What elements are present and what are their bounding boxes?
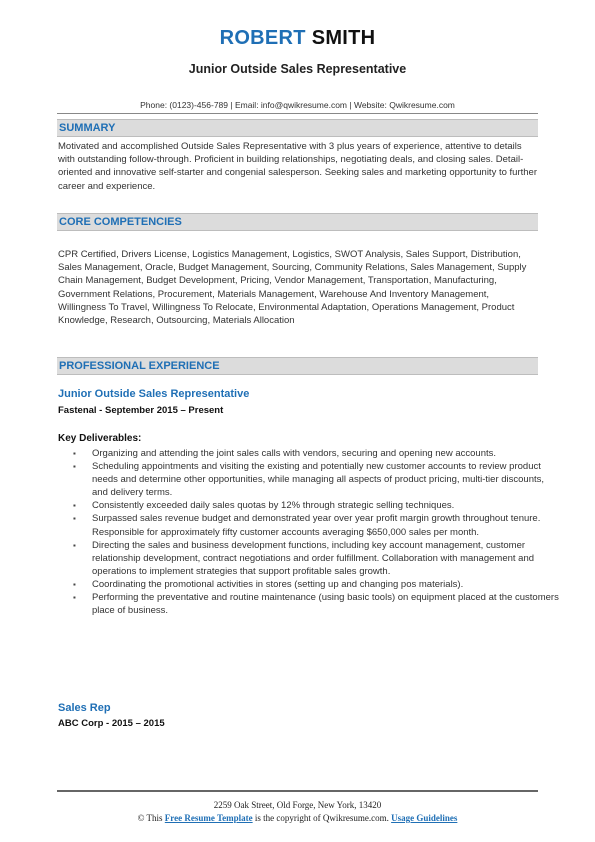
footer-copyright <box>0 813 595 823</box>
experience-section-header <box>57 357 538 375</box>
list-item: ▪ Consistently exceeded daily sales quotas by 12% through strategic selling techniques. <box>92 499 562 512</box>
free-resume-template-link[interactable]: Free Resume Template <box>164 813 253 823</box>
key-deliverables-heading: Key Deliverables: <box>58 433 142 444</box>
competencies-text: CPR Certified, Drivers License, Logistics Management, Logistics, SWOT Analysis, Sales Support, Distribution, Sales Management, Oracle, Budget Management, Sourcing, Community Relations, Sales Management, Supply Chain Management, Budget Development, Pricing, Vendor Management, Transportation, Manufacturing, Government Relations, Procurement, Materials Management, Warehouse And Inventory Management, Willingness To Travel, Willingness To Relocate, Environmental Adaptation, Operations Management, Product Knowledge, Research, Outsourcing, Materials Allocation <box>58 249 527 327</box>
candidate-name <box>0 27 595 50</box>
job-1-company: Fastenal - September 2015 – Present <box>58 405 224 416</box>
experience-heading: PROFESSIONAL EXPERIENCE <box>59 360 220 372</box>
job-1-bullets <box>58 447 562 617</box>
usage-guidelines-link[interactable]: Usage Guidelines <box>391 813 458 823</box>
list-item: ▪ Scheduling appointments and visiting the existing and potentially new customer accounts to review product needs and determine other opportunities, while managing all aspects of product pricing, multi-tier discounts, and delivery terms. <box>92 460 562 499</box>
summary-heading: SUMMARY <box>59 122 116 134</box>
contact-line: Phone: (0123)-456-789 | Email: info@qwikresume.com | Website: Qwikresume.com <box>140 100 455 110</box>
copyright-prefix: © This <box>137 813 163 823</box>
job-title: Junior Outside Sales Representative <box>188 62 407 76</box>
competencies-heading: CORE COMPETENCIES <box>59 216 182 228</box>
list-item: ▪ Organizing and attending the joint sales calls with vendors, securing and opening new accounts. <box>92 447 562 460</box>
summary-section-header <box>57 119 538 137</box>
first-name: ROBERT <box>219 27 306 49</box>
footer-address: 2259 Oak Street, Old Forge, New York, 13420 <box>213 800 382 810</box>
job-2-title: Sales Rep <box>58 702 111 714</box>
copyright-middle: is the copyright of Qwikresume.com. <box>254 813 389 823</box>
job-2-company: ABC Corp - 2015 – 2015 <box>58 718 165 729</box>
last-name: SMITH <box>311 27 376 49</box>
competencies-section-header <box>57 213 538 231</box>
list-item: ▪ Surpassed sales revenue budget and demonstrated year over year profit margin growth throughout tenure. Responsible for approximately fifty customer accounts averaging $650,000 sales per month. <box>92 512 562 538</box>
job-1-title: Junior Outside Sales Representative <box>58 388 250 400</box>
footer-divider <box>57 790 538 792</box>
list-item: ▪ Coordinating the promotional activities in stores (setting up and changing pos materials). <box>92 578 562 591</box>
header-divider <box>57 113 538 114</box>
list-item: ▪ Directing the sales and business development functions, including key account management, customer relationship development, contract negotiations and order fulfillment. Collaboration with management and operations to implement strategies that support profitable sales growth. <box>92 539 562 578</box>
summary-text: Motivated and accomplished Outside Sales Representative with 3 plus years of experience, attentive to details with outstanding follow-through. Proficient in building relationships, negotiating deals, and closing sales. Detail-oriented and innovative self-starter and congenial salesperson. Seeking sales and marketing opportunity to further career and experience. <box>58 141 537 192</box>
list-item: ▪ Performing the preventative and routine maintenance (using basic tools) on equipment placed at the customers place of business. <box>92 591 562 617</box>
